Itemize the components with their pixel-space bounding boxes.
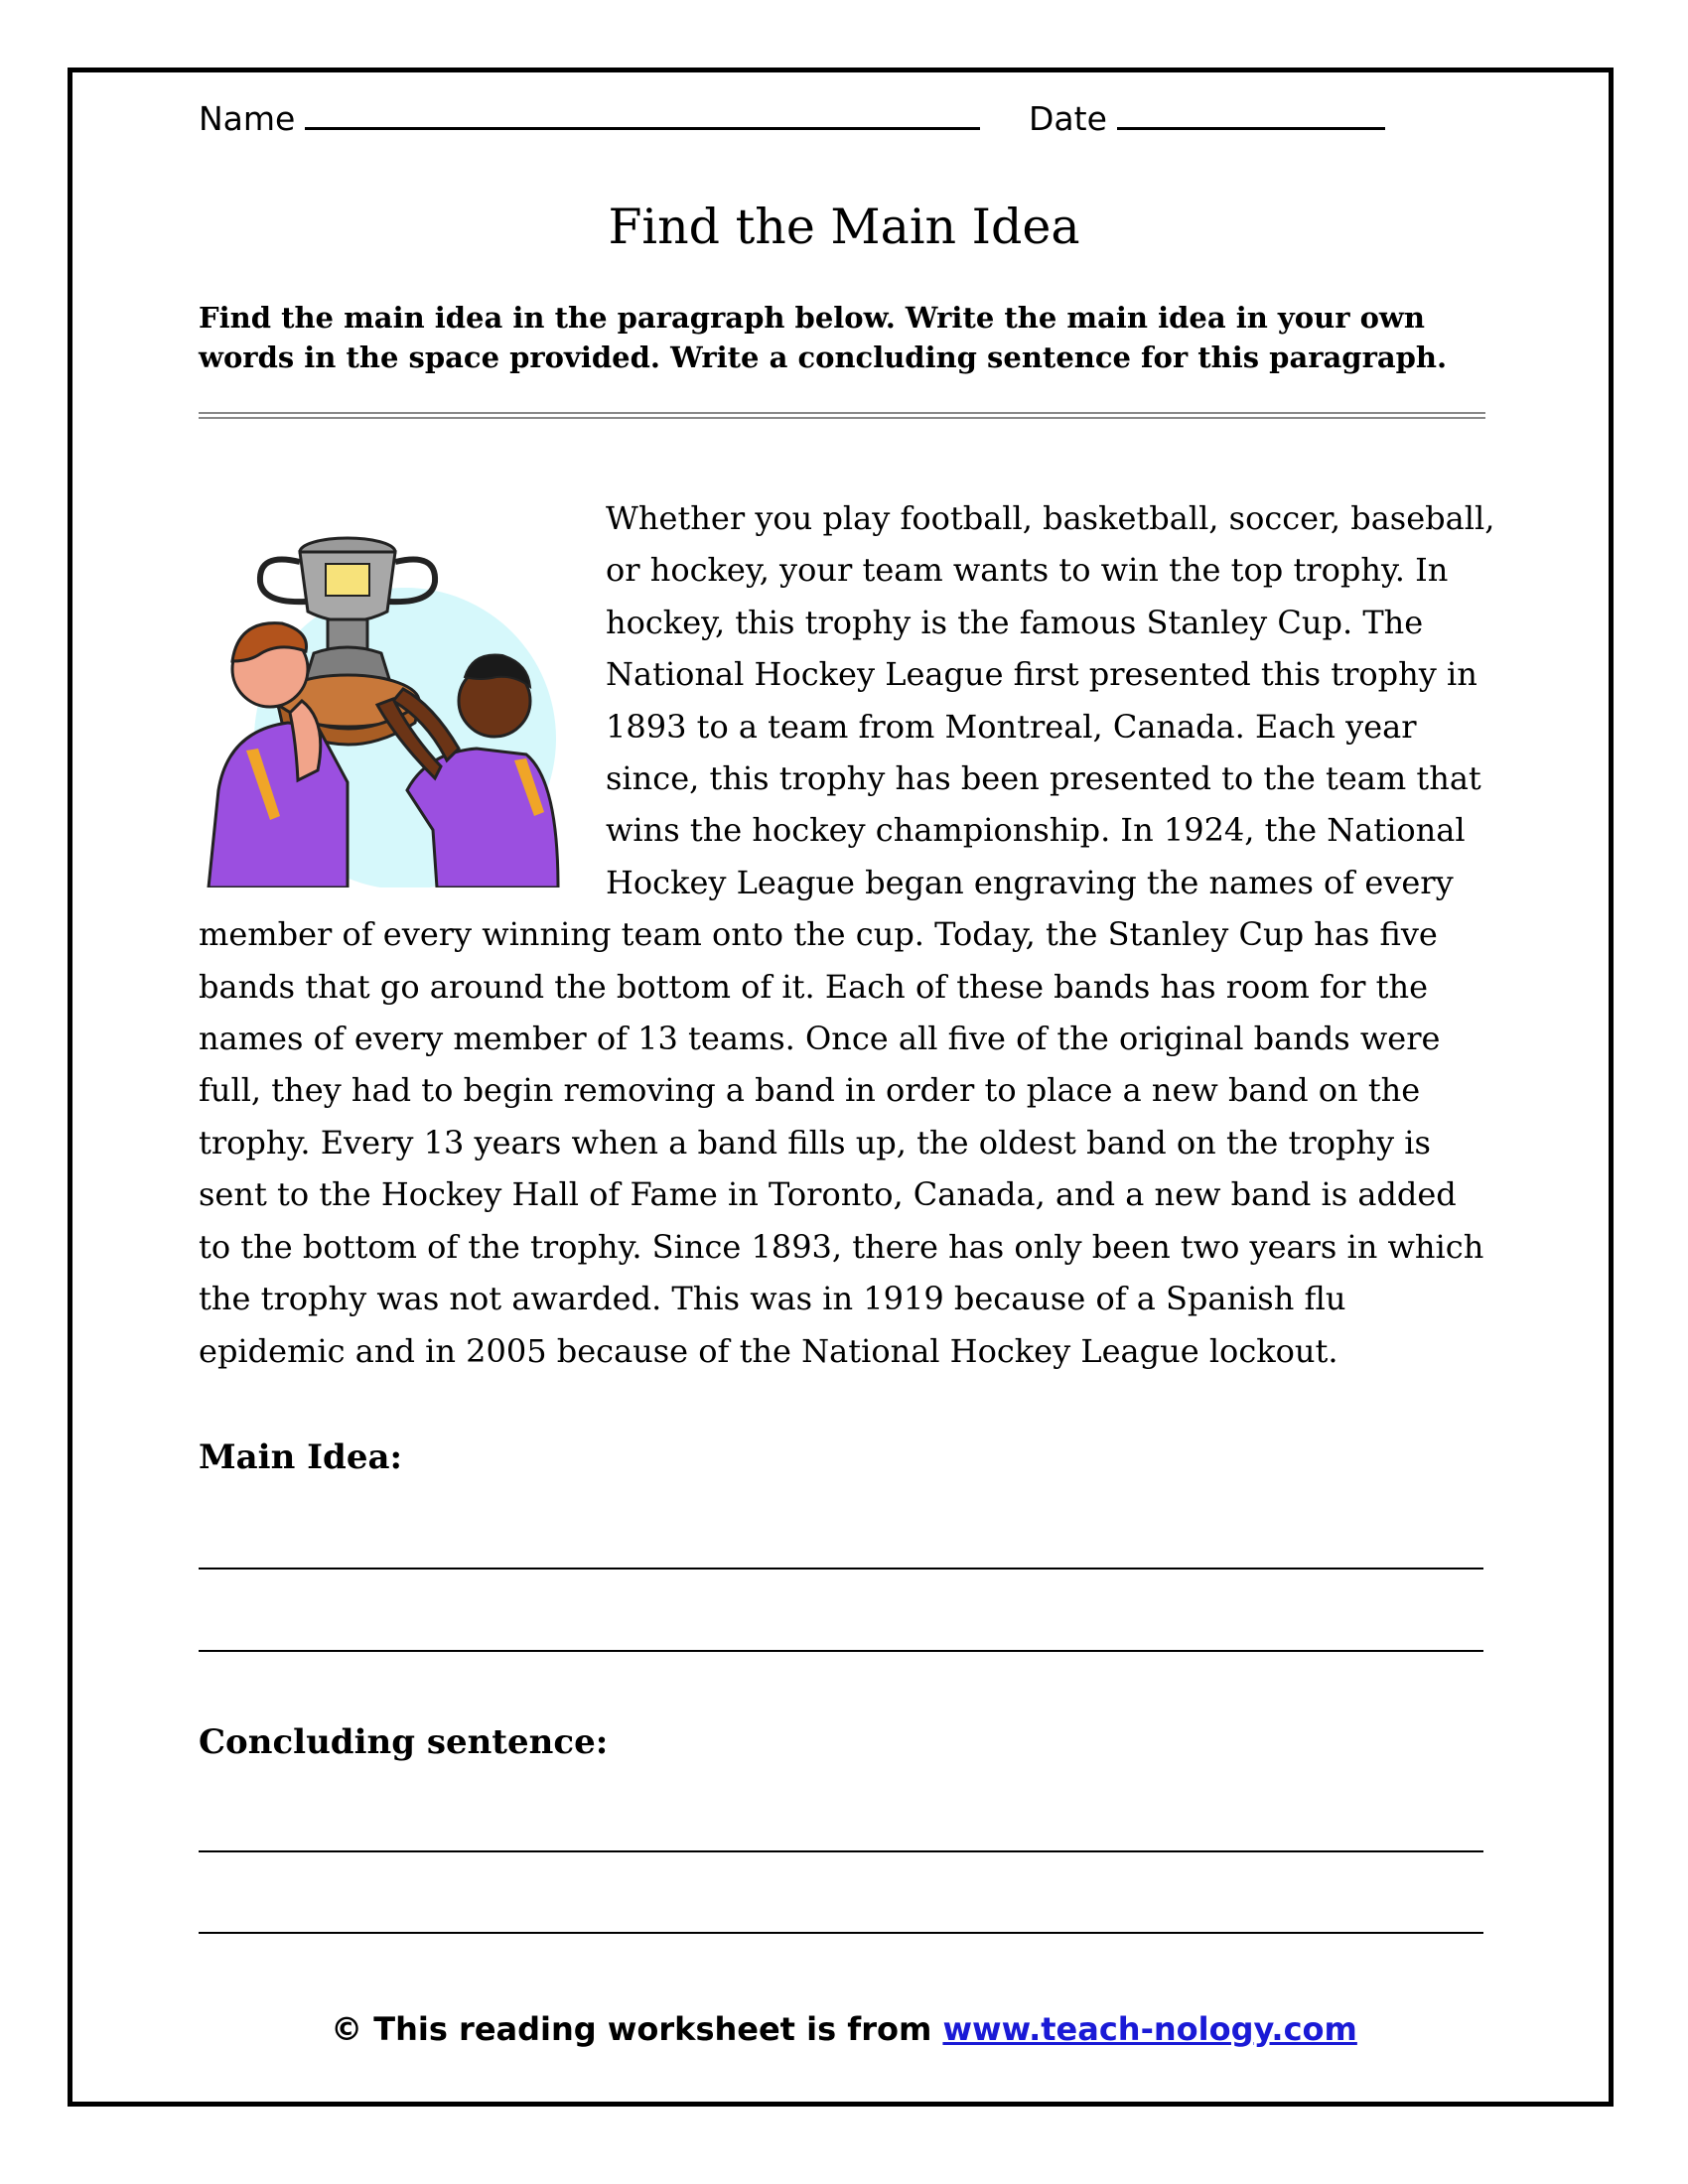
main-idea-answer-line-1[interactable] [199,1568,1483,1570]
name-field[interactable] [199,99,980,138]
main-idea-answer-line-2[interactable] [199,1650,1483,1652]
two-players-holding-trophy-illustration [199,492,600,887]
footer-text: © This reading worksheet is from [331,2010,943,2048]
footer [0,2010,1688,2048]
name-label: Name [199,99,296,138]
footer-link[interactable]: www.teach-nology.com [942,2010,1357,2048]
divider-top [199,412,1485,414]
divider-bottom [199,417,1485,419]
main-idea-label: Main Idea: [199,1437,403,1477]
date-blank-line[interactable] [1117,101,1385,130]
concluding-answer-line-2[interactable] [199,1932,1483,1934]
name-blank-line[interactable] [305,101,980,130]
passage-block [199,492,1495,1377]
instructions: Find the main idea in the paragraph below. Write the main idea in your own words in the space provided. Write a concluding sentence for this paragraph. [199,301,1448,374]
date-field[interactable] [1029,99,1385,138]
date-label: Date [1029,99,1107,138]
concluding-answer-line-1[interactable] [199,1850,1483,1852]
page-title: Find the Main Idea [608,199,1080,255]
passage-text: Whether you play football, basketball, soccer, baseball, or hockey, your team wants to win the top trophy. In hockey, this trophy is the famous Stanley Cup. The National Hockey League first presented this trophy in 1893 to a team from Montreal, Canada. Each year since, this trophy has been presented to the team that wins the hockey championship. In 1924, the National Hockey League began engraving the names of every member of every winning team onto the cup. Today, the Stanley Cup has five bands that go around the bottom of it. Each of these bands has room for the names of every member of 13 teams. Once all five of the original bands were full, they had to begin removing a band in order to place a new band on the trophy. Every 13 years when a band fills up, the oldest band on the trophy is sent to the Hockey Hall of Fame in Toronto, Canada, and a new band is added to the bottom of the trophy. Since 1893, there has only been two years in which the trophy was not awarded. This was in 1919 because of a Spanish flu epidemic and in 2005 because of the National Hockey League lockout. [199,499,1495,1370]
concluding-sentence-label: Concluding sentence: [199,1722,609,1762]
